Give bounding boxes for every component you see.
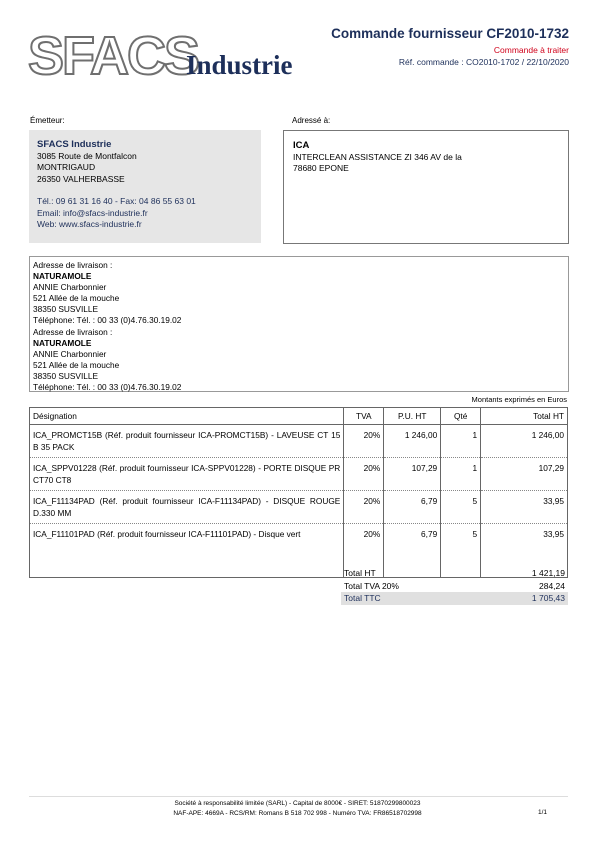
- delivery-city: 38350 SUSVILLE: [33, 304, 99, 315]
- delivery-phone: Téléphone: Tél. : 00 33 (0)4.76.30.19.02: [33, 382, 182, 393]
- row-quantity: 5: [441, 491, 481, 524]
- row-quantity: 1: [441, 458, 481, 491]
- recipient-address2: 78680 EPONE: [293, 163, 349, 173]
- order-lines-table: [29, 407, 568, 578]
- emitter-phone: Tél.: 09 61 31 16 40 - Fax: 04 86 55 63 01: [37, 196, 196, 206]
- emitter-email: Email: info@sfacs-industrie.fr: [37, 207, 148, 218]
- total-tva-line: [341, 580, 568, 593]
- delivery-name: NATURAMOLE: [33, 271, 92, 282]
- recipient-label: Adressé à:: [292, 116, 331, 125]
- logo-suffix: Industrie: [186, 50, 293, 80]
- recipient-box: [283, 130, 569, 244]
- row-unit-price: 6,79: [384, 524, 441, 578]
- total-tva-label: Total TVA 20%: [344, 580, 399, 591]
- totals-block: [341, 567, 568, 605]
- row-designation: ICA_SPPV01228 (Réf. produit fournisseur ICA-SPPV01228) - PORTE DISQUE PR CT70 CT8: [30, 458, 344, 491]
- delivery-name: NATURAMOLE: [33, 337, 92, 348]
- emitter-address2: MONTRIGAUD: [37, 162, 96, 172]
- row-total: 33,95: [481, 491, 568, 524]
- recipient-name: ICA: [293, 140, 310, 151]
- delivery-label: Adresse de livraison :: [33, 326, 113, 337]
- recipient-address1: INTERCLEAN ASSISTANCE ZI 346 AV de la: [293, 151, 462, 162]
- row-designation: ICA_F11101PAD (Réf. produit fournisseur ICA-F11101PAD) - Disque vert: [30, 524, 344, 578]
- row-quantity: 5: [441, 524, 481, 578]
- total-ttc-value: 1 705,43: [531, 593, 565, 603]
- row-total: 107,29: [481, 458, 568, 491]
- total-tva-value: 284,24: [539, 580, 565, 591]
- col-unit-price: P.U. HT: [384, 408, 441, 425]
- emitter-label: Émetteur:: [30, 116, 65, 125]
- delivery-contact: ANNIE Charbonnier: [33, 282, 107, 293]
- row-tva: 20%: [344, 458, 384, 491]
- row-unit-price: 6,79: [384, 491, 441, 524]
- footer-line2: NAF-APE: 4669A - RCS/RM: Romans B 518 702 998 - Numéro TVA: FR86518702998: [173, 809, 422, 817]
- row-total: 1 246,00: [481, 425, 568, 458]
- delivery-label: Adresse de livraison :: [33, 260, 113, 270]
- footer-divider: [29, 796, 568, 797]
- footer-legal: [0, 799, 595, 818]
- emitter-box: [29, 130, 261, 243]
- emitter-address3: 26350 VALHERBASSE: [37, 173, 125, 184]
- row-tva: 20%: [344, 524, 384, 578]
- row-unit-price: 1 246,00: [384, 425, 441, 458]
- col-designation: Désignation: [30, 408, 344, 425]
- total-ht-line: [341, 567, 568, 580]
- col-tva: TVA: [344, 408, 384, 425]
- delivery-box: [29, 256, 569, 392]
- total-ttc-label: Total TTC: [344, 593, 381, 603]
- col-total: Total HT: [481, 408, 568, 425]
- order-status: Commande à traiter: [493, 45, 569, 55]
- emitter-address1: 3085 Route de Montfalcon: [37, 150, 137, 161]
- table-row: [30, 425, 568, 458]
- emitter-web: Web: www.sfacs-industrie.fr: [37, 219, 142, 229]
- row-unit-price: 107,29: [384, 458, 441, 491]
- delivery-city: 38350 SUSVILLE: [33, 370, 99, 381]
- currency-note: Montants exprimés en Euros: [471, 395, 567, 404]
- delivery-contact: ANNIE Charbonnier: [33, 348, 107, 359]
- table-header-row: [30, 408, 568, 425]
- col-quantity: Qté: [441, 408, 481, 425]
- delivery-phone: Téléphone: Tél. : 00 33 (0)4.76.30.19.02: [33, 315, 182, 326]
- row-total: 33,95: [481, 524, 568, 578]
- table-row: [30, 458, 568, 491]
- row-designation: ICA_F11134PAD (Réf. produit fournisseur ICA-F11134PAD) - DISQUE ROUGE D.330 MM: [30, 491, 344, 524]
- emitter-name: SFACS Industrie: [37, 139, 112, 150]
- row-designation: ICA_PROMCT15B (Réf. produit fournisseur ICA-PROMCT15B) - LAVEUSE CT 15 B 35 PACK: [30, 425, 344, 458]
- company-logo: [28, 28, 318, 90]
- table-row: [30, 491, 568, 524]
- delivery-street: 521 Allée de la mouche: [33, 359, 120, 370]
- row-tva: 20%: [344, 491, 384, 524]
- delivery-street: 521 Allée de la mouche: [33, 293, 120, 304]
- logo-brand: SFACS: [28, 26, 199, 86]
- document-title: Commande fournisseur CF2010-1732: [331, 26, 569, 41]
- footer-line1: Société à responsabilité limitée (SARL) - Capital de 8000€ - SIRET: 51870299800023: [174, 800, 421, 807]
- total-ht-value: 1 421,19: [531, 568, 565, 578]
- document-header: [331, 26, 569, 67]
- page-number: 1/1: [537, 809, 547, 816]
- total-ttc-line: [341, 592, 568, 605]
- order-reference: Réf. commande : CO2010-1702 / 22/10/2020: [398, 57, 569, 67]
- total-ht-label: Total HT: [344, 568, 376, 578]
- row-quantity: 1: [441, 425, 481, 458]
- row-tva: 20%: [344, 425, 384, 458]
